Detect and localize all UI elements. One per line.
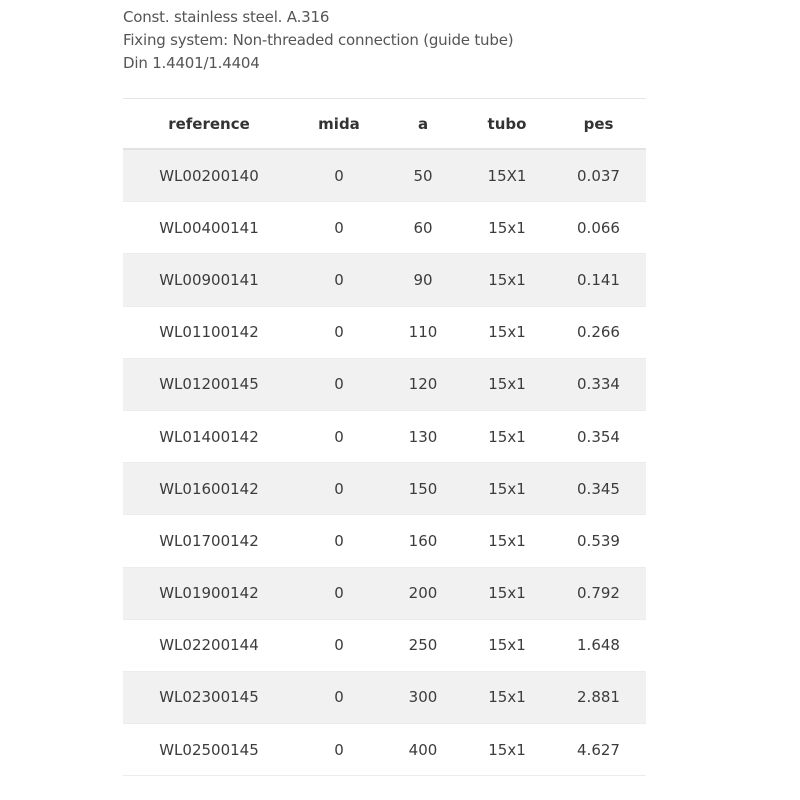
cell-a: 90 — [413, 270, 433, 289]
cell-reference: WL01700142 — [159, 531, 259, 550]
cell-tubo: 15x1 — [488, 688, 526, 707]
cell-reference: WL01600142 — [159, 479, 259, 498]
cell-pes: 0.334 — [577, 375, 620, 394]
cell-reference: WL00200140 — [159, 166, 259, 185]
table-row — [123, 202, 646, 254]
cell-pes: 0.792 — [577, 584, 620, 603]
cell-a: 110 — [408, 323, 438, 342]
cell-tubo: 15x1 — [488, 270, 526, 289]
header-pes: pes — [583, 114, 614, 133]
cell-tubo: 15x1 — [488, 375, 526, 394]
cell-pes: 4.627 — [577, 740, 620, 759]
cell-a: 300 — [408, 688, 438, 707]
spec-din: Din 1.4401/1.4404 — [123, 54, 260, 72]
cell-tubo: 15x1 — [488, 531, 526, 550]
header-mida: mida — [318, 114, 360, 133]
spec-material: Const. stainless steel. A.316 — [123, 8, 330, 26]
cell-tubo: 15x1 — [488, 323, 526, 342]
cell-mida: 0 — [334, 375, 344, 394]
cell-reference: WL00400141 — [159, 218, 259, 237]
cell-reference: WL02300145 — [159, 688, 259, 707]
cell-mida: 0 — [334, 479, 344, 498]
cell-pes: 0.037 — [577, 166, 620, 185]
cell-mida: 0 — [334, 218, 344, 237]
cell-a: 150 — [408, 479, 438, 498]
product-spec — [123, 6, 513, 75]
cell-mida: 0 — [334, 740, 344, 759]
cell-reference: WL00900141 — [159, 270, 259, 289]
cell-a: 60 — [413, 218, 433, 237]
table-row — [123, 463, 646, 515]
cell-pes: 1.648 — [577, 636, 620, 655]
cell-pes: 0.345 — [577, 479, 620, 498]
cell-a: 200 — [408, 584, 438, 603]
cell-a: 160 — [408, 531, 438, 550]
cell-a: 250 — [408, 636, 438, 655]
table-row — [123, 672, 646, 724]
table-row — [123, 359, 646, 411]
table-row — [123, 307, 646, 359]
cell-mida: 0 — [334, 166, 344, 185]
cell-reference: WL01400142 — [159, 427, 259, 446]
cell-tubo: 15x1 — [488, 479, 526, 498]
table-header — [123, 98, 646, 150]
cell-tubo: 15x1 — [488, 584, 526, 603]
cell-pes: 0.266 — [577, 323, 620, 342]
cell-reference: WL01900142 — [159, 584, 259, 603]
cell-mida: 0 — [334, 323, 344, 342]
table-row — [123, 150, 646, 202]
cell-reference: WL02200144 — [159, 636, 259, 655]
cell-mida: 0 — [334, 584, 344, 603]
cell-pes: 0.539 — [577, 531, 620, 550]
cell-tubo: 15x1 — [488, 218, 526, 237]
header-a: a — [417, 114, 429, 133]
spec-fixing-system: Fixing system: Non-threaded connection (guide tube) — [123, 31, 514, 49]
table-row — [123, 568, 646, 620]
cell-tubo: 15x1 — [488, 636, 526, 655]
header-reference: reference — [168, 114, 250, 133]
cell-a: 120 — [408, 375, 438, 394]
cell-mida: 0 — [334, 531, 344, 550]
table-row — [123, 254, 646, 306]
header-tubo: tubo — [487, 114, 527, 133]
cell-a: 50 — [413, 166, 433, 185]
cell-mida: 0 — [334, 427, 344, 446]
cell-tubo: 15X1 — [487, 166, 527, 185]
cell-reference: WL01100142 — [159, 323, 259, 342]
table-row — [123, 411, 646, 463]
cell-mida: 0 — [334, 688, 344, 707]
cell-pes: 0.354 — [577, 427, 620, 446]
cell-a: 130 — [408, 427, 438, 446]
cell-mida: 0 — [334, 270, 344, 289]
table-body — [123, 150, 646, 776]
reference-table — [123, 98, 646, 776]
cell-pes: 0.141 — [577, 270, 620, 289]
table-row — [123, 724, 646, 776]
cell-mida: 0 — [334, 636, 344, 655]
table-row — [123, 515, 646, 567]
cell-pes: 2.881 — [577, 688, 620, 707]
cell-reference: WL02500145 — [159, 740, 259, 759]
cell-tubo: 15x1 — [488, 427, 526, 446]
cell-a: 400 — [408, 740, 438, 759]
cell-reference: WL01200145 — [159, 375, 259, 394]
cell-tubo: 15x1 — [488, 740, 526, 759]
table-row — [123, 620, 646, 672]
cell-pes: 0.066 — [577, 218, 620, 237]
